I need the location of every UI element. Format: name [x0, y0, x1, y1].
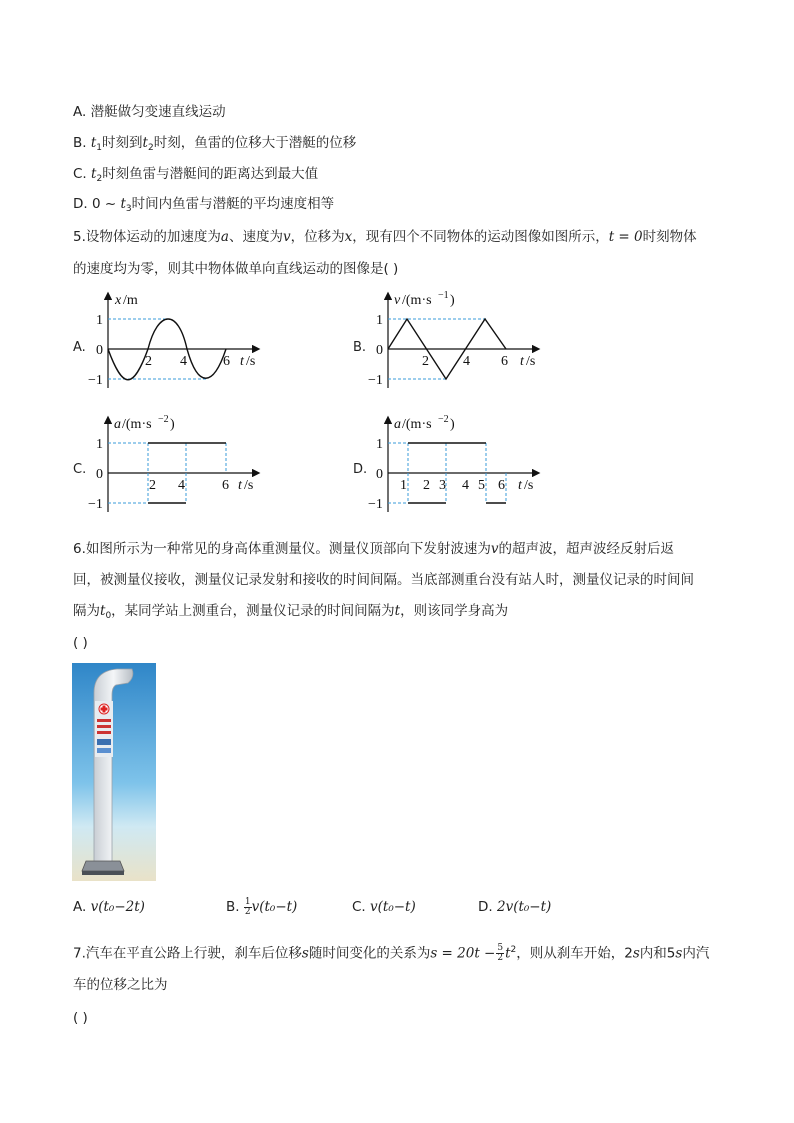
- graph-d-ytick-neg1: −1: [368, 497, 383, 512]
- q6-answer-bracket: ( ): [73, 635, 88, 651]
- graph-d-ylabel-close: ): [450, 417, 455, 432]
- graph-c-ytick-0: 0: [96, 467, 103, 482]
- graph-d-ylabel-var: a: [394, 417, 401, 432]
- graph-a: [88, 290, 268, 390]
- graph-b-ylabel-close: ): [450, 293, 455, 308]
- graph-a-ylabel-unit: /m: [123, 293, 138, 308]
- graph-c-xtick-2: 2: [149, 478, 156, 493]
- q5-stem-line1: 5.设物体运动的加速度为a、速度为v，位移为x，现有四个不同物体的运动图像如图所示，t = 0时刻物体: [73, 229, 697, 245]
- graph-b-xtick-4: 4: [463, 354, 470, 369]
- graph-a-ylabel-var: x: [115, 293, 122, 308]
- graph-a-xlabel-unit: /s: [246, 354, 256, 369]
- graph-a-xtick-6: 6: [223, 354, 230, 369]
- graph-c: [88, 414, 268, 514]
- graph-c-ytick-1: 1: [96, 437, 103, 452]
- graph-c-ylabel-unit: /(m·s: [122, 417, 152, 432]
- graph-c-label: C.: [73, 462, 87, 477]
- q5-stem-line2: 的速度均为零，则其中物体做单向直线运动的图像是( ): [73, 261, 399, 277]
- graph-b-ylabel-var: v: [394, 293, 401, 308]
- q6-option-d: D. 2v(t₀−t): [478, 899, 552, 915]
- q4-option-c: C. $t_2$时刻鱼雷与潜艇间的距离达到最大值: [73, 166, 319, 184]
- graph-d: [368, 414, 548, 514]
- graph-a-xtick-2: 2: [145, 354, 152, 369]
- q4-option-d: D. 0 ~ $t_3$时间内鱼雷与潜艇的平均速度相等: [73, 196, 335, 214]
- graph-b-label: B.: [353, 340, 367, 355]
- q6-option-a: A. v(t₀−2t): [73, 899, 145, 915]
- graph-c-ylabel-var: a: [114, 417, 121, 432]
- graph-d-xtick-4: 4: [462, 478, 469, 493]
- graph-c-ylabel-close: ): [170, 417, 175, 432]
- q7-stem-line2: 车的位移之比为: [73, 977, 168, 993]
- graph-d-xtick-3: 3: [439, 478, 446, 493]
- graph-d-xtick-6: 6: [498, 478, 505, 493]
- graph-b-xlabel-unit: /s: [526, 354, 536, 369]
- graph-a-xlabel-var: t: [240, 354, 244, 369]
- graph-b-ylabel-exp: −1: [438, 290, 449, 301]
- graph-d-xtick-1: 1: [400, 478, 407, 493]
- graph-c-ytick-neg1: −1: [88, 497, 103, 512]
- q4-option-b: B. $t_1$时刻到$t_2$时刻，鱼雷的位移大于潜艇的位移: [73, 135, 357, 153]
- graph-c-ylabel-exp: −2: [158, 414, 169, 425]
- graph-b-xtick-6: 6: [501, 354, 508, 369]
- graph-c-xtick-6: 6: [222, 478, 229, 493]
- q6-stem-line2: 回，被测量仪接收，测量仪记录发射和接收的时间间隔。当底部测重台没有站人时，测量仪记录的时间间: [73, 572, 694, 588]
- graph-b-ylabel-unit: /(m·s: [402, 293, 432, 308]
- graph-c-xlabel-var: t: [238, 478, 242, 493]
- graph-b-ytick-neg1: −1: [368, 373, 383, 388]
- graph-b: [368, 290, 548, 390]
- graph-b-xtick-2: 2: [422, 354, 429, 369]
- q7-answer-bracket: ( ): [73, 1010, 88, 1026]
- q6-option-b: B. $\frac{1}{2}$ v(t₀−t): [226, 896, 298, 917]
- height-scale-photo: [72, 663, 156, 881]
- graph-c-xlabel-unit: /s: [244, 478, 254, 493]
- q6-stem-line3: 隔为$t_0$，某同学站上测重台，测量仪记录的时间间隔为t，则该同学身高为: [73, 603, 509, 621]
- graph-d-xlabel-unit: /s: [524, 478, 534, 493]
- q7-stem-line1: 7.汽车在平直公路上行驶，刹车后位移s随时间变化的关系为s = 20t − $\frac{5}{2}$ $t^2$，则从刹车开始，2s内和5s内汽: [73, 943, 710, 963]
- graph-a-ytick-1: 1: [96, 313, 103, 328]
- graph-d-xtick-2: 2: [423, 478, 430, 493]
- q4-option-a: A. 潜艇做匀变速直线运动: [73, 104, 226, 120]
- graph-d-ytick-0: 0: [376, 467, 383, 482]
- graph-a-ytick-neg1: −1: [88, 373, 103, 388]
- graph-c-xtick-4: 4: [178, 478, 185, 493]
- graph-a-xtick-4: 4: [180, 354, 187, 369]
- graph-d-xlabel-var: t: [518, 478, 522, 493]
- graph-d-label: D.: [353, 462, 368, 477]
- graph-d-ylabel-unit: /(m·s: [402, 417, 432, 432]
- graph-b-ytick-1: 1: [376, 313, 383, 328]
- graph-d-ytick-1: 1: [376, 437, 383, 452]
- graph-b-xlabel-var: t: [520, 354, 524, 369]
- graph-d-ylabel-exp: −2: [438, 414, 449, 425]
- q6-option-c: C. v(t₀−t): [352, 899, 416, 915]
- graph-a-ytick-0: 0: [96, 343, 103, 358]
- graph-d-xtick-5: 5: [478, 478, 485, 493]
- graph-a-label: A.: [73, 340, 86, 355]
- q6-stem-line1: 6.如图所示为一种常见的身高体重测量仪。测量仪顶部向下发射波速为v的超声波，超声波经反射后返: [73, 541, 675, 557]
- graph-b-ytick-0: 0: [376, 343, 383, 358]
